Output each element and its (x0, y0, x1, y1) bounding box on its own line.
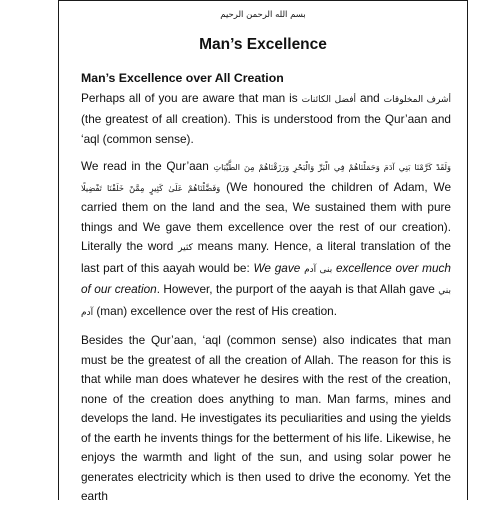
p2-text-3: means many. Hence, a literal translation of the last part of this aayah would be: (81, 239, 451, 275)
p2-text-5: (man) excellence over the rest of His creation. (93, 303, 337, 318)
p2-text-1: We read in the Qur’aan (81, 159, 214, 173)
p1-text-1: Perhaps all of you are aware that man is (81, 90, 302, 105)
quran-verse: وَلَقَدْ كَرَّمْنَا بَنِي آدَمَ وَحَمَلْنَاهُمْ فِي الْبَرِّ وَالْبَحْرِ وَرَزَقْنَاهُمْ مِنَ الطَّيِّبَاتِ وَفَضَّلْنَاهُمْ عَلَىٰ كَثِيرٍ مِمَّنْ خَلَقْنَا تَفْضِيلًا (81, 162, 451, 193)
p1-text-2: and (356, 90, 384, 105)
paragraph-3: Besides the Qur’aan, ‘aql (common sense) also indicates that man must be the greatest of all the creation of Allah. The reason for this is that while man does whatever he desires with the rest of the creation, none of the creation does anything to man. Man farms, mines and develops the land. He investigates its peculiarities and using the yields of the earth he invents things for the betterment of his life. Likewise, he enjoys the warmth and light of the sun, and using solar power he generates electricity which is then used to drive the economy. Yet the earth (81, 333, 451, 503)
page-title: Man’s Excellence (199, 36, 327, 53)
p2-italic-1: We gave (253, 260, 305, 275)
p2-arabic-word: كثير (178, 243, 193, 253)
p2-text-4: . However, the purport of the aayah is that Allah gave (156, 282, 439, 296)
p2-text-2: (We honoured the children of Adam, We carried them on the land and the sea, We sustained them with pure things and We gave them excellence over the rest of our creation). Literally the word (81, 179, 452, 253)
p1-arabic-2: أشرف المخلوقات (383, 94, 451, 105)
p2-arabic-bani-adam: بنى آدم (304, 264, 333, 275)
document-page (58, 0, 468, 503)
bismillah-header: بسم الله الرحمن الرحيم (220, 10, 306, 20)
section-heading: Man’s Excellence over All Creation (81, 71, 284, 85)
p1-arabic-1: أفضل الكائنات (301, 94, 357, 105)
p2-arabic-bani-adam-2: بني آدم (81, 286, 451, 318)
p2-italic-2: excellence over much of our creation (81, 260, 451, 296)
document-body (81, 69, 451, 515)
p1-text-3: (the greatest of all creation). This is understood from the Qur’aan and ‘aql (common sense). (81, 112, 451, 146)
paragraph-2 (81, 157, 451, 323)
paragraph-1 (81, 89, 451, 150)
